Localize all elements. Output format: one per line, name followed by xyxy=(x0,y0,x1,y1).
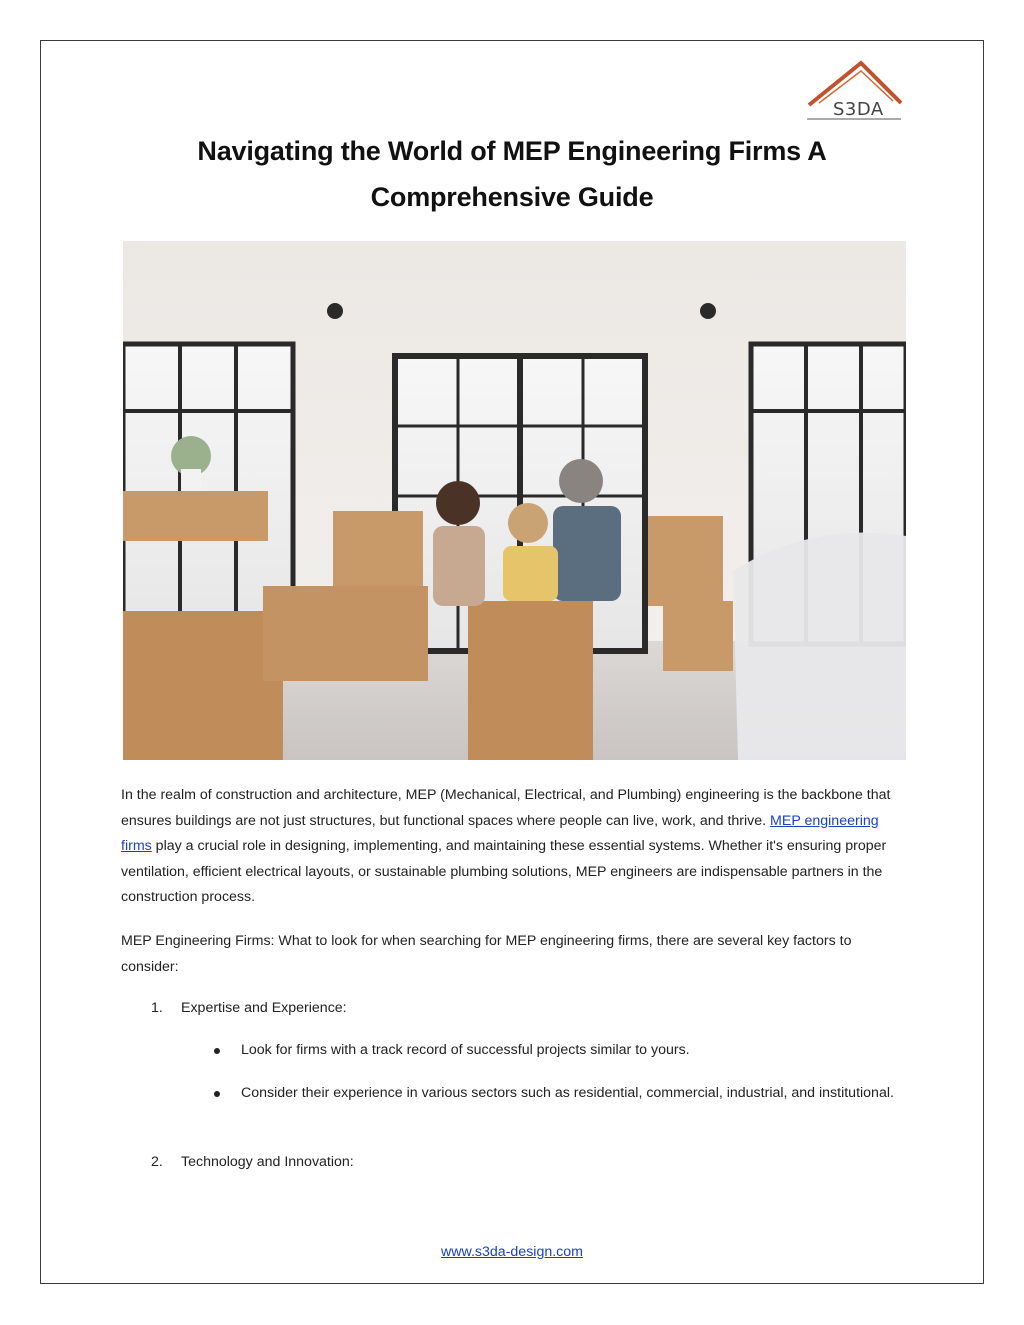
list-label: Technology and Innovation: xyxy=(181,1154,354,1170)
list-label: Expertise and Experience: xyxy=(181,1000,347,1016)
factors-paragraph: MEP Engineering Firms: What to look for when searching for MEP engineering firms, there are several key factors to consider: xyxy=(121,933,852,975)
list-item xyxy=(151,1150,354,1176)
list-item xyxy=(151,996,347,1022)
bullet-icon xyxy=(214,1091,220,1097)
website-footer-link[interactable]: www.s3da-design.com xyxy=(441,1244,583,1260)
house-roof-logo-icon xyxy=(805,57,905,123)
bullet-item xyxy=(214,1038,904,1064)
page-title: Navigating the World of MEP Engineering Firms A Comprehensive Guide xyxy=(197,136,827,212)
bullet-text: Consider their experience in various sectors such as residential, commercial, industrial, and institutional. xyxy=(241,1085,894,1101)
bullet-icon xyxy=(214,1048,220,1054)
list-number: 1. xyxy=(151,1000,163,1016)
logo-text: S3DA xyxy=(833,99,884,120)
bullet-text: Look for firms with a track record of successful projects similar to yours. xyxy=(241,1042,690,1058)
mep-engineering-firms-link[interactable]: MEP engineering firms xyxy=(121,812,879,855)
intro-paragraph xyxy=(121,783,911,911)
intro-text-start: In the realm of construction and architecture, MEP (Mechanical, Electrical, and Plumbing) engineering is the backbone that ensures buildings are not just structures, but functional spaces where people can live, work, and thrive. xyxy=(121,787,891,829)
bullet-item xyxy=(214,1081,904,1107)
intro-text-end: play a crucial role in designing, implementing, and maintaining these essential systems. Whether it's ensuring proper ventilation, efficient electrical layouts, or sustainable plumbing solutions, MEP engineers are indispensable partners in the construction process. xyxy=(121,838,887,906)
list-number: 2. xyxy=(151,1154,163,1170)
family-moving-boxes-photo xyxy=(123,241,906,760)
